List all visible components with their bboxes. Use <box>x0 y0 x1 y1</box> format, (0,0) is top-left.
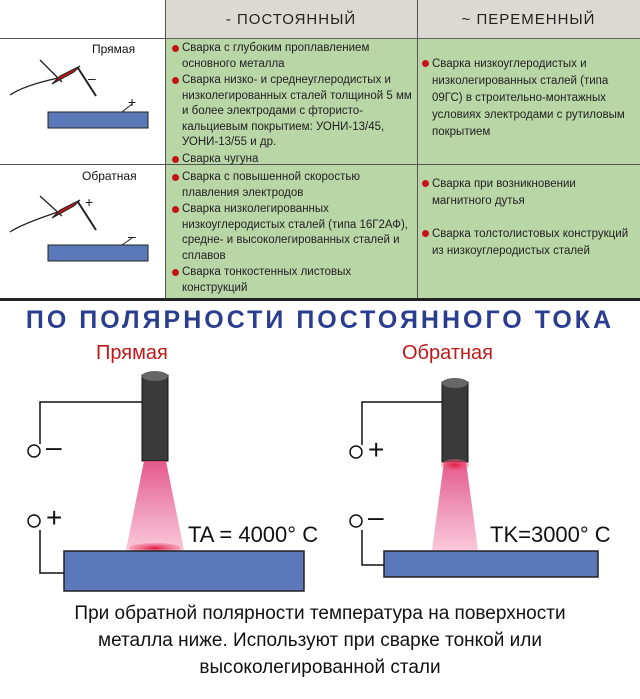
label-reverse: Обратная <box>402 342 493 364</box>
wire-plate <box>362 530 384 565</box>
electrode <box>442 382 468 462</box>
electrode <box>142 375 168 461</box>
list-item: Сварка низколегированных низкоуглеродистых сталей (типа 16Г2АФ), средне- и высоколегированных сталей и сплавов <box>172 202 412 264</box>
terminal-minus <box>28 445 40 457</box>
sign-minus: – <box>368 501 384 532</box>
mini-plus-sign: + <box>128 94 137 110</box>
footer-text: При обратной полярности температура на поверхности металла ниже. Используют при сварке тонкой или высоколегированной стали <box>74 603 566 678</box>
temp-straight: TA = 4000° C <box>188 522 319 547</box>
list-item: Сварка с повышенной скоростью плавления электродов <box>172 170 412 201</box>
terminal-minus <box>350 515 362 527</box>
row-label-reverse: Обратная <box>82 169 137 183</box>
row-label-straight: Прямая <box>92 42 136 56</box>
workpiece-plate <box>384 551 598 577</box>
straight-polarity-diagram <box>28 371 304 591</box>
arc-spot <box>441 459 469 471</box>
label-straight: Прямая <box>96 342 168 364</box>
mini-minus-sign: – <box>128 228 136 244</box>
sign-plus: + <box>46 502 63 533</box>
list-item: Сварка чугуна <box>172 152 412 168</box>
electrode-top <box>442 378 468 388</box>
list-item: Сварка при возникновении магнитного дутья <box>422 176 634 210</box>
sign-plus: + <box>368 434 385 465</box>
mini-plus-sign: + <box>85 194 94 210</box>
mini-minus-sign: – <box>88 70 96 86</box>
footer-note <box>0 600 640 681</box>
electrode-top <box>142 371 168 381</box>
header-dc: - ПОСТОЯННЫЙ <box>165 0 417 39</box>
list-item: Сварка тонкостенных листовых конструкций <box>172 265 412 296</box>
terminal-plus <box>350 446 362 458</box>
wire-plate <box>40 530 64 573</box>
arc-cone <box>432 462 478 550</box>
arc-cone <box>126 461 184 550</box>
list-item: Сварка низко- и среднеуглеродистых и низколегированных сталей толщиной 5 мм и более электродами с фтористо-кальциевым покрытием: УОНИ-13/45, УОНИ-13/55 и др. <box>172 73 412 151</box>
list-item: Сварка с глубоким проплавлением основного металла <box>172 41 412 72</box>
header-ac: ~ ПЕРЕМЕННЫЙ <box>417 0 640 39</box>
workpiece-plate <box>64 551 304 591</box>
diagram-title: ПО ПОЛЯРНОСТИ ПОСТОЯННОГО ТОКА <box>25 306 615 334</box>
list-item: Сварка толстолистовых конструкций из низкоуглеродистых сталей <box>422 226 634 260</box>
terminal-plus <box>28 515 40 527</box>
sign-minus: – <box>46 431 62 462</box>
list-item: Сварка низкоуглеродистых и низколегированных сталей (типа 09ГС) в строительно-монтажных условиях электродами с рутиловым покрытием <box>422 56 634 141</box>
temp-reverse: TK=3000° C <box>490 522 611 547</box>
